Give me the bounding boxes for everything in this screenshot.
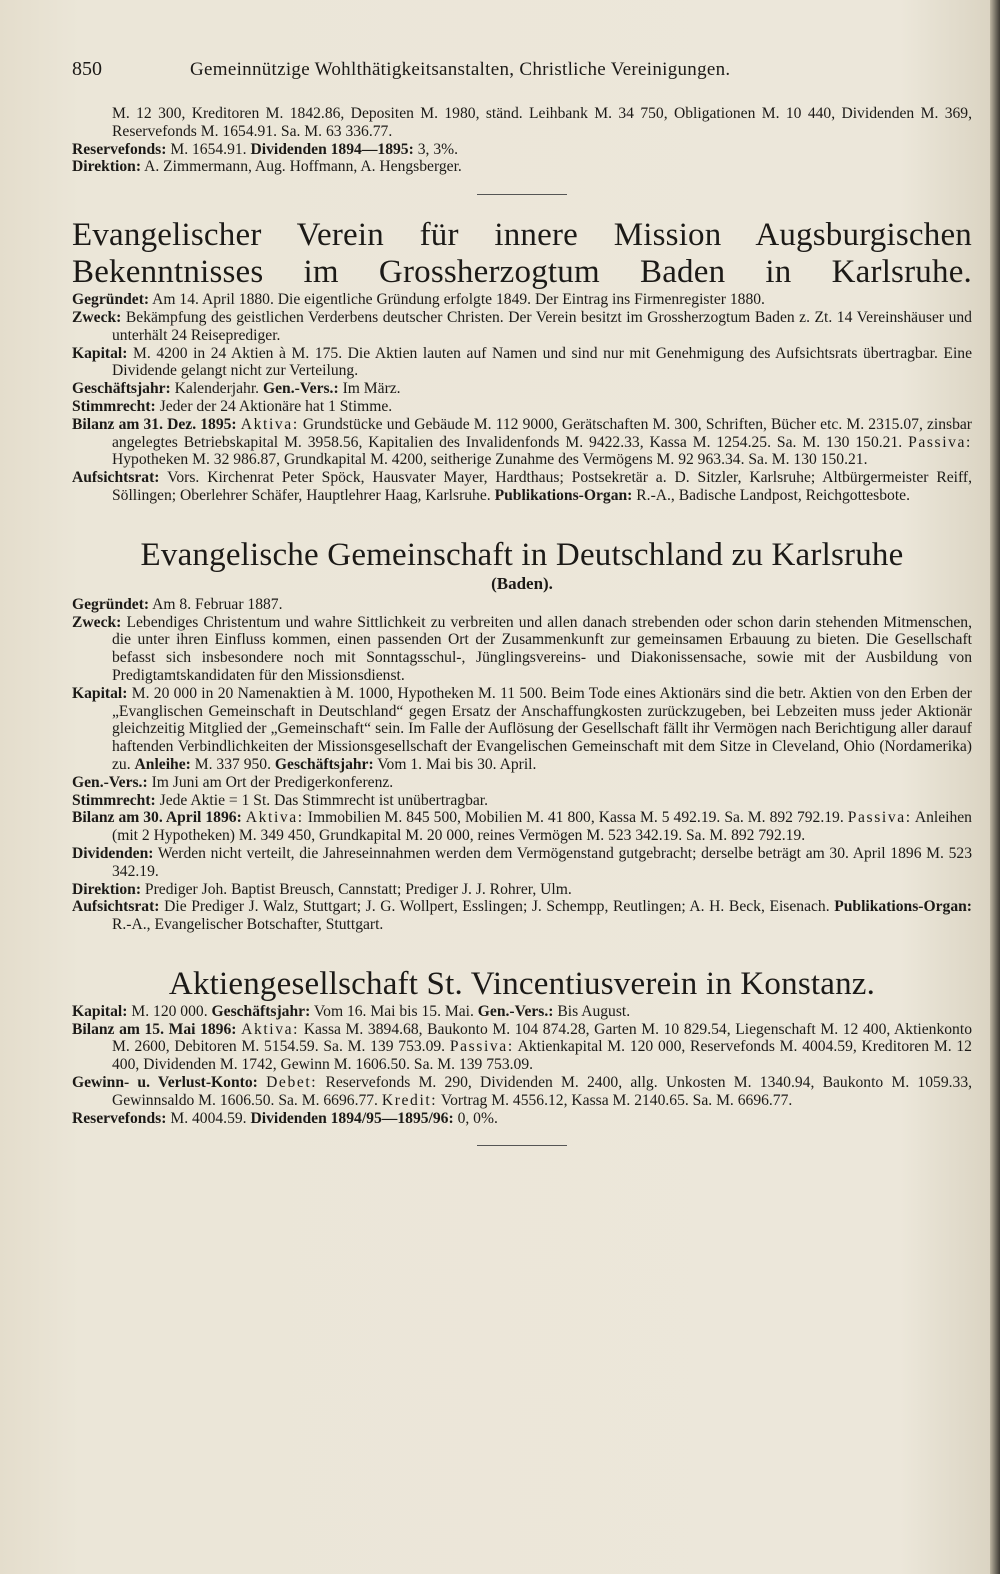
field-label: Bilanz am 30. April 1896:: [72, 809, 242, 827]
dividend-text: 3, 3%.: [417, 140, 458, 158]
field-text: Vors. Kirchenrat Peter Spöck, Hausvater Mayer, Hardthaus; Postsekretär a. D. Sitzler, Karlsruhe; Altbürgermeister Reiff, Söllingen; Oberlehrer Schäfer, Hauptlehrer Haag, Karlsruhe.: [112, 469, 972, 504]
running-header: [72, 58, 972, 81]
field-label: Kapital:: [72, 344, 128, 362]
field-text: M. 20 000 in 20 Namenaktien à M. 1000, Hypotheken M. 11 500. Beim Tode eines Aktionärs sind die betr. Aktien von den Erben der „Evanglischen Gemeinschaft in Deutschland“ gegen Ersatz der Anschaffungkosten zurückzugeben, bei Lebzeiten muss jeder Aktionär gleichzeitig Mitglied der „Gemeinschaft“ sein. Im Falle der Auflösung der Gesellschaft fällt ihr Vermögen nach Berichtigung aller darauf haftenden Verbindlichkeiten der Missionsgesellschaft der Evangelischen Gemeinschaft mit dem Sitze in Cleveland, Ohio (Nordamerika) zu.: [112, 684, 972, 773]
passiva-label: Passiva:: [449, 1038, 514, 1056]
entry-subtitle: (Baden).: [491, 573, 553, 593]
field-text: Jede Aktie = 1 St. Das Stimmrecht ist unübertragbar.: [159, 791, 489, 809]
field-text: Werden nicht verteilt, die Jahreseinnahmen werden dem Vermögenstand gutgebracht; derselbe beträgt am 30. April 1896 M. 523 342.19.: [112, 844, 972, 880]
bilanz-aktiva: Kassa M. 3894.68, Baukonto M. 104 874.28, Garten M. 10 829.54, Liegenschaft M. 12 400, Aktienkonto M. 2600, Debitoren M. 5154.59. Sa. M. 139 753.09.: [112, 1020, 972, 1056]
gewinn-debet: Reservefonds M. 290, Dividenden M. 2400, allg. Unkosten M. 1340.94, Baukonto M. 1059.33, Gewinnsaldo M. 1606.50. Sa. M. 6696.77.: [112, 1074, 973, 1109]
bilanz-field: [72, 809, 972, 845]
field-text: M. 120 000.: [131, 1002, 208, 1020]
field-text: Kalenderjahr.: [174, 380, 260, 398]
aktiva-label: Aktiva:: [240, 415, 299, 433]
field-text: R.-A., Evangelischer Botschafter, Stuttgart.: [112, 916, 384, 934]
field-label: Gewinn- u. Verlust-Konto:: [72, 1074, 258, 1092]
entry-title: Evangelischer Verein für innere Mission Augsburgischen Bekenntnisses im Grossherzogtum Baden in Karlsruhe.: [72, 217, 972, 291]
gewinn-kredit: Vortrag M. 4556.12, Kassa M. 2140.65. Sa. M. 6696.77.: [440, 1091, 793, 1109]
field-text: Am 8. Februar 1887.: [152, 595, 283, 613]
geschaeftsjahr-field: [72, 380, 972, 398]
field-label: Gegründet:: [72, 291, 150, 309]
zweck-field: [72, 309, 972, 345]
field-label: Zweck:: [72, 308, 122, 326]
field-label: Geschäftsjahr:: [274, 755, 374, 773]
field-text: Vom 16. Mai bis 15. Mai.: [313, 1002, 474, 1020]
kapital-field: [72, 345, 972, 381]
dividenden-field: [72, 845, 972, 881]
reserve-field: [72, 1110, 972, 1128]
previous-entry-tail: [72, 105, 972, 176]
kapital-field: [72, 685, 972, 774]
field-text: M. 4200 in 24 Aktien à M. 175. Die Aktien lauten auf Namen und sind nur mit Genehmigung des Aufsichtsrats übertragbar. Eine Dividende gelangt nicht zur Verteilung.: [112, 344, 973, 380]
field-text: Bis August.: [557, 1002, 631, 1020]
field-label: Bilanz am 31. Dez. 1895:: [72, 415, 237, 433]
debet-label: Debet:: [266, 1074, 318, 1092]
field-text: Im Juni am Ort der Predigerkonferenz.: [151, 773, 394, 791]
gegruendet-field: [72, 596, 972, 614]
field-text: R.-A., Badische Landpost, Reichgottesbote.: [636, 486, 910, 504]
field-label: Kapital:: [72, 684, 128, 702]
bilanz-field: [72, 416, 972, 469]
field-label: Dividenden 1894/95—1895/96:: [250, 1109, 454, 1127]
field-text: M. 337 950.: [194, 755, 271, 773]
bilanz-passiva: Hypotheken M. 32 986.87, Grundkapital M. 4200, seitherige Zunahme des Vermögens M. 92 963.34. Sa. M. 130 150.21.: [112, 451, 868, 469]
bilanz-passiva: Anleihen (mit 2 Hypotheken) M. 349 450, Grundkapital M. 20 000, reines Vermögen M. 523 342.19. Sa. M. 892 792.19.: [112, 809, 972, 845]
spacer: [72, 934, 972, 966]
gegruendet-field: [72, 291, 972, 309]
kredit-label: Kredit:: [381, 1091, 438, 1109]
spacer: [72, 505, 972, 537]
field-label: Zweck:: [72, 613, 122, 631]
bilanz-aktiva: Immobilien M. 845 500, Mobilien M. 41 800, Kassa M. 5 492.19. Sa. M. 892 792.19.: [307, 809, 844, 827]
field-text: Am 14. April 1880. Die eigentliche Gründung erfolgte 1849. Der Eintrag ins Firmenregister 1880.: [152, 291, 765, 309]
field-text: Prediger Joh. Baptist Breusch, Cannstatt; Prediger J. J. Rohrer, Ulm.: [144, 880, 572, 898]
stimmrecht-field: [72, 398, 972, 416]
field-label: Publikations-Organ:: [834, 898, 972, 916]
field-text: M. 4004.59.: [170, 1109, 247, 1127]
dividend-label: Dividenden 1894—1895:: [250, 140, 414, 158]
zweck-field: [72, 614, 972, 685]
separator-rule: [477, 1145, 567, 1146]
passiva-label: Passiva:: [847, 809, 912, 827]
reserve-line: [72, 141, 972, 159]
field-label: Bilanz am 15. Mai 1896:: [72, 1020, 237, 1038]
field-text: Jeder der 24 Aktionäre hat 1 Stimme.: [159, 397, 393, 415]
field-text: Vom 1. Mai bis 30. April.: [377, 755, 537, 773]
separator-rule: [477, 194, 567, 195]
balance-continuation: M. 12 300, Kreditoren M. 1842.86, Depositen M. 1980, ständ. Leihbank M. 34 750, Obligationen M. 10 440, Dividenden M. 369, Reservefonds M. 1654.91. Sa. M. 63 336.77.: [112, 105, 972, 140]
field-label: Kapital:: [72, 1002, 128, 1020]
direction-line: [72, 158, 972, 176]
stimmrecht-field: [72, 792, 972, 810]
direction-label: Direktion:: [72, 158, 142, 176]
field-label: Reservefonds:: [72, 1109, 167, 1127]
field-label: Gegründet:: [72, 595, 150, 613]
gewinn-field: [72, 1074, 972, 1110]
bilanz-aktiva: Grundstücke und Gebäude M. 112 9000, Gerätschaften M. 300, Schriften, Bücher etc. M. 2315.07, zinsbar angelegtes Betriebskapital M. 3958.56, Kapitalien des Invalidenfonds M. 9422.33, Kassa M. 1254.25. Sa. M. 130 150.21.: [112, 415, 973, 451]
field-label: Anleihe:: [134, 755, 191, 773]
aktiva-label: Aktiva:: [241, 1020, 300, 1038]
field-label: Direktion:: [72, 880, 142, 898]
field-label: Aufsichtsrat:: [72, 469, 160, 487]
field-label: Stimmrecht:: [72, 397, 156, 415]
reserve-label: Reservefonds:: [72, 140, 167, 158]
direction-text: A. Zimmermann, Aug. Hoffmann, A. Hengsberger.: [144, 158, 462, 176]
entry-title: Evangelische Gemeinschaft in Deutschland zu Karlsruhe: [140, 536, 904, 573]
field-label: Dividenden:: [72, 844, 154, 862]
field-text: Die Prediger J. Walz, Stuttgart; J. G. Wollpert, Esslingen; J. Schempp, Reutlingen; A. H. Beck, Eisenach.: [164, 898, 830, 916]
field-label: Geschäftsjahr:: [72, 380, 171, 398]
bilanz-field: [72, 1021, 972, 1074]
field-label: Stimmrecht:: [72, 791, 156, 809]
direktion-field: [72, 881, 972, 899]
field-text: Lebendiges Christentum und wahre Sittlichkeit zu verbreiten und allen danach strebenden oder schon darin stehenden Mitmenschen, die unter ihren Einfluss kommen, einen passenden Ort der Zusammenkunft zur gemeinsamen Erbauung zu bieten. Die Gesellschaft befasst sich insbesondere noch mit Sonntagsschul-, Jünglingsvereins- und Diakonissensache, sowie mit der Ausbildung von Predigtamtskandidaten für den Missionsdienst.: [112, 613, 972, 684]
entry-title: Aktiengesellschaft St. Vincentiusverein in Konstanz.: [168, 965, 876, 1002]
entry-vincentiusverein: [72, 966, 972, 1128]
bilanz-passiva: Aktienkapital M. 120 000, Reservefonds M. 4004.59, Kreditoren M. 12 400, Dividenden M. 1742, Gewinn M. 1606.50. Sa. M. 139 753.09.: [112, 1038, 972, 1074]
entry-innere-mission: [72, 217, 972, 505]
reserve-text: M. 1654.91.: [170, 140, 247, 158]
entry-evangelische-gemeinschaft: [72, 537, 972, 934]
running-title: Gemeinnützige Wohlthätigkeitsanstalten, Christliche Vereinigungen.: [190, 59, 731, 80]
field-text: 0, 0%.: [457, 1109, 498, 1127]
field-label: Gen.-Vers.:: [477, 1002, 554, 1020]
field-text: Im März.: [342, 380, 401, 398]
field-label: Aufsichtsrat:: [72, 898, 160, 916]
genvers-field: [72, 774, 972, 792]
field-text: Bekämpfung des geistlichen Verderbens deutscher Christen. Der Verein besitzt im Grossherzogtum Baden z. Zt. 14 Vereinshäuser und unterhält 24 Reiseprediger.: [112, 308, 972, 344]
field-label: Gen.-Vers.:: [263, 380, 339, 398]
page-number: 850: [72, 58, 102, 80]
aktiva-label: Aktiva:: [245, 809, 304, 827]
aufsichtsrat-field: [72, 469, 972, 505]
kapital-field: [72, 1003, 972, 1021]
field-label: Geschäftsjahr:: [211, 1002, 311, 1020]
field-label: Publikations-Organ:: [494, 486, 633, 504]
field-label: Gen.-Vers.:: [72, 773, 148, 791]
page-edge-shadow: [990, 0, 1000, 1574]
passiva-label: Passiva:: [908, 433, 972, 451]
aufsichtsrat-field: [72, 898, 972, 934]
